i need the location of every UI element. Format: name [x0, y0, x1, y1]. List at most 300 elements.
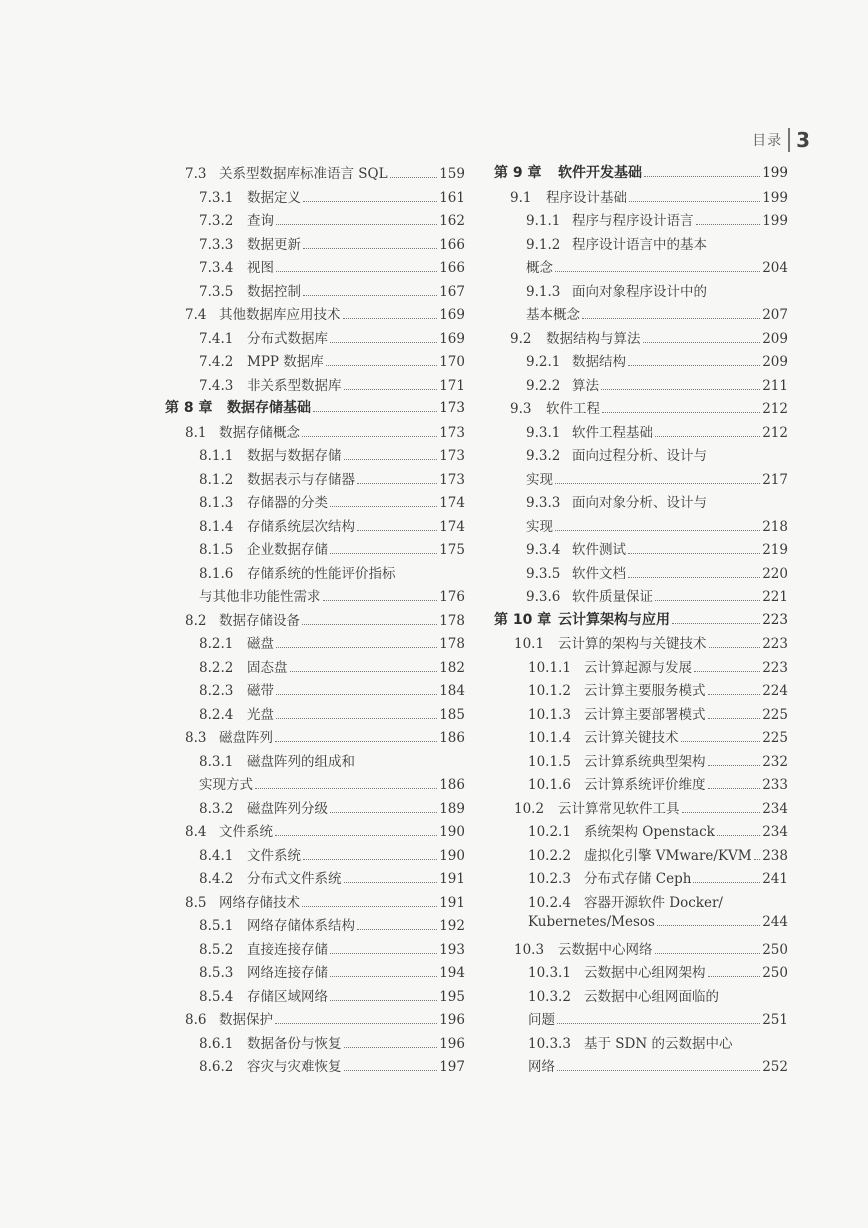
toc-entry-number: 7.4.1	[199, 330, 234, 347]
toc-page-number: 189	[439, 800, 465, 817]
toc-entry-line	[494, 1032, 788, 1056]
toc-entry-line	[494, 891, 788, 915]
toc-leader-dots	[708, 718, 761, 719]
toc-subsection-entry[interactable]	[494, 820, 788, 844]
toc-entry-title: 云计算系统典型架构	[584, 753, 706, 770]
toc-entry-title: 云数据中心组网面临的	[584, 988, 719, 1005]
toc-entry-title: 数据存储基础	[227, 400, 311, 416]
toc-entry-line	[494, 162, 788, 186]
toc-leader-dots	[302, 624, 437, 625]
toc-entry-number: 8.5.2	[199, 941, 234, 958]
toc-entry-title: MPP 数据库	[247, 354, 324, 370]
toc-section-entry[interactable]	[165, 162, 465, 186]
toc-subsection-entry[interactable]	[494, 679, 788, 703]
toc-subsection-entry[interactable]	[165, 374, 465, 398]
toc-page-number: 233	[762, 777, 788, 793]
toc-entry-line	[165, 961, 465, 985]
toc-entry-number: 10.1.5	[528, 753, 571, 770]
toc-entry-line	[494, 844, 788, 868]
toc-page-number: 195	[439, 988, 465, 1005]
toc-section-entry[interactable]	[494, 632, 788, 656]
toc-entry-title: 软件质量保证	[572, 589, 653, 605]
toc-section-entry[interactable]	[165, 820, 465, 844]
toc-entry-title: 数据定义	[247, 189, 301, 206]
toc-entry-line	[165, 421, 465, 445]
toc-page-number: 238	[762, 847, 788, 864]
toc-subsection-entry[interactable]	[494, 233, 788, 280]
toc-page-number: 175	[439, 542, 465, 558]
toc-leader-dots	[275, 741, 437, 742]
toc-subsection-entry[interactable]	[165, 280, 465, 304]
toc-leader-dots	[275, 1023, 437, 1024]
toc-entry-number: 9.2.1	[526, 354, 561, 370]
toc-entry-line	[165, 350, 465, 374]
toc-subsection-entry[interactable]	[165, 327, 465, 351]
toc-page-number: 191	[439, 894, 465, 911]
toc-page-number: 162	[439, 213, 465, 229]
toc-subsection-entry[interactable]	[494, 750, 788, 774]
toc-page-number: 166	[439, 236, 465, 253]
toc-leader-dots	[672, 623, 760, 624]
toc-page-number: 211	[762, 377, 788, 394]
toc-leader-dots	[275, 835, 437, 836]
toc-subsection-entry[interactable]	[494, 374, 788, 398]
toc-entry-line	[494, 632, 788, 656]
toc-page-number: 250	[762, 941, 788, 958]
toc-section-entry[interactable]	[494, 397, 788, 421]
toc-subsection-entry[interactable]	[165, 350, 465, 374]
toc-entry-title: 软件工程	[546, 401, 600, 417]
toc-leader-dots	[655, 600, 760, 601]
toc-subsection-entry[interactable]	[165, 1055, 465, 1079]
toc-entry-title: 固态盘	[247, 659, 288, 676]
toc-entry-line	[494, 491, 788, 515]
toc-section-entry[interactable]	[165, 421, 465, 445]
toc-page-number: 223	[762, 611, 788, 628]
toc-entry-line	[165, 538, 465, 562]
toc-entry-line	[494, 797, 788, 821]
toc-leader-dots	[330, 506, 437, 507]
toc-entry-title: 云数据中心组网架构	[584, 965, 706, 981]
toc-entry-line	[165, 186, 465, 210]
toc-entry-title-continued: 概念	[526, 260, 553, 276]
toc-page-number: 220	[762, 565, 788, 582]
toc-entry-number: 10.1	[514, 636, 545, 652]
toc-entry-number: 8.6.1	[199, 1035, 234, 1052]
toc-section-entry[interactable]	[494, 797, 788, 821]
toc-entry-title-continued: 实现	[526, 471, 553, 488]
toc-page-number: 176	[439, 589, 465, 605]
toc-entry-title: 磁盘阵列	[219, 730, 273, 746]
toc-page-number: 199	[762, 165, 788, 181]
toc-entry-title: 数据结构	[572, 354, 626, 370]
toc-entry-line	[165, 209, 465, 233]
toc-entry-title: 企业数据存储	[247, 542, 328, 558]
toc-right-column	[494, 162, 788, 1079]
toc-subsection-entry[interactable]	[494, 961, 788, 985]
toc-entry-title: 面向对象分析、设计与	[572, 495, 707, 511]
toc-subsection-entry[interactable]	[165, 656, 465, 680]
toc-subsection-entry[interactable]	[165, 961, 465, 985]
toc-subsection-entry[interactable]	[494, 350, 788, 374]
toc-entry-number: 8.1.5	[199, 542, 234, 558]
toc-entry-line-continued	[494, 1008, 788, 1032]
toc-subsection-entry[interactable]	[494, 585, 788, 609]
toc-leader-dots	[628, 577, 760, 578]
toc-entry-line	[165, 303, 465, 327]
toc-section-entry[interactable]	[165, 303, 465, 327]
toc-entry-title: 云计算系统评价维度	[584, 777, 706, 793]
toc-subsection-entry[interactable]	[165, 985, 465, 1009]
toc-subsection-entry[interactable]	[494, 491, 788, 538]
toc-entry-number: 9.1	[510, 189, 532, 206]
toc-entry-line	[494, 985, 788, 1009]
toc-entry-title: 程序与程序设计语言	[572, 213, 694, 229]
toc-subsection-entry[interactable]	[494, 1032, 788, 1079]
toc-entry-number: 7.4	[185, 307, 207, 323]
toc-entry-number: 7.3	[185, 166, 207, 182]
toc-leader-dots	[390, 177, 438, 178]
toc-entry-line-continued	[494, 256, 788, 280]
toc-leader-dots	[326, 365, 437, 366]
toc-page-number: 199	[762, 213, 788, 229]
toc-entry-title: 数据更新	[247, 236, 301, 253]
toc-page-number: 244	[762, 914, 788, 930]
toc-entry-title: 容灾与灾难恢复	[247, 1059, 342, 1075]
toc-entry-line-continued	[494, 468, 788, 492]
toc-entry-number: 10.2	[514, 800, 545, 817]
toc-leader-dots	[708, 765, 761, 766]
toc-leader-dots	[717, 835, 760, 836]
toc-leader-dots	[330, 953, 437, 954]
toc-subsection-entry[interactable]	[165, 938, 465, 962]
toc-entry-line	[165, 397, 465, 421]
toc-subsection-entry[interactable]	[494, 538, 788, 562]
toc-subsection-entry[interactable]	[165, 1032, 465, 1056]
toc-leader-dots	[682, 812, 761, 813]
toc-entry-title: 数据存储设备	[219, 612, 300, 629]
toc-entry-line	[165, 750, 465, 774]
toc-entry-number: 10.3.1	[528, 965, 571, 981]
toc-subsection-entry[interactable]	[494, 444, 788, 491]
toc-subsection-entry[interactable]	[494, 891, 788, 938]
toc-page-number: 252	[762, 1059, 788, 1075]
toc-section-entry[interactable]	[165, 1008, 465, 1032]
toc-subsection-entry[interactable]	[165, 679, 465, 703]
toc-subsection-entry[interactable]	[165, 750, 465, 797]
toc-entry-title: 非关系型数据库	[247, 377, 342, 394]
toc-entry-title: 分布式文件系统	[247, 871, 342, 887]
toc-leader-dots	[276, 271, 437, 272]
toc-leader-dots	[255, 788, 437, 789]
toc-subsection-entry[interactable]	[165, 233, 465, 257]
toc-page-number: 190	[439, 847, 465, 864]
toc-entry-number: 10.3.2	[528, 988, 571, 1005]
toc-entry-line	[494, 233, 788, 257]
toc-page-number: 178	[439, 636, 465, 652]
toc-subsection-entry[interactable]	[165, 256, 465, 280]
toc-subsection-entry[interactable]	[494, 844, 788, 868]
toc-entry-line	[165, 515, 465, 539]
toc-entry-line	[165, 632, 465, 656]
toc-entry-line-continued	[165, 585, 465, 609]
toc-entry-number: 7.3.3	[199, 236, 234, 253]
toc-page-number: 234	[762, 824, 788, 840]
toc-entry-number: 10.2.4	[528, 894, 571, 911]
toc-entry-number: 8.6	[185, 1012, 207, 1028]
toc-entry-line	[494, 938, 788, 962]
toc-page-number: 161	[439, 189, 465, 206]
toc-entry-title: 数据保护	[219, 1012, 273, 1028]
toc-leader-dots	[708, 976, 761, 977]
toc-entry-line	[494, 679, 788, 703]
toc-entry-line	[494, 656, 788, 680]
toc-subsection-entry[interactable]	[494, 867, 788, 891]
toc-subsection-entry[interactable]	[494, 773, 788, 797]
toc-leader-dots	[754, 859, 761, 860]
toc-entry-number: 9.3.5	[526, 565, 561, 582]
toc-subsection-entry[interactable]	[165, 538, 465, 562]
toc-subsection-entry[interactable]	[165, 562, 465, 609]
toc-entry-title: 网络存储体系结构	[247, 918, 355, 934]
toc-subsection-entry[interactable]	[494, 209, 788, 233]
toc-chapter-entry[interactable]	[494, 162, 788, 186]
toc-leader-dots	[303, 248, 437, 249]
toc-leader-dots	[290, 671, 438, 672]
toc-leader-dots	[628, 365, 760, 366]
toc-leader-dots	[302, 906, 437, 907]
toc-subsection-entry[interactable]	[165, 515, 465, 539]
toc-page-number: 219	[762, 542, 788, 558]
toc-page-number: 209	[762, 330, 788, 347]
toc-subsection-entry[interactable]	[165, 468, 465, 492]
toc-page-number: 173	[439, 400, 465, 416]
toc-entry-number: 8.2.3	[199, 683, 234, 699]
toc-page-number: 192	[439, 918, 465, 934]
toc-leader-dots	[696, 224, 761, 225]
toc-entry-line	[165, 797, 465, 821]
toc-entry-line	[165, 679, 465, 703]
toc-entry-title-continued: 问题	[528, 1012, 555, 1028]
toc-subsection-entry[interactable]	[165, 186, 465, 210]
toc-entry-line	[494, 538, 788, 562]
toc-entry-title: 存储区域网络	[247, 988, 328, 1005]
toc-entry-number: 10.1.2	[528, 683, 571, 699]
toc-entry-number: 8.3	[185, 730, 207, 746]
toc-subsection-entry[interactable]	[165, 209, 465, 233]
toc-entry-line	[494, 609, 788, 633]
toc-entry-number: 7.4.2	[199, 354, 234, 370]
toc-page-number: 225	[762, 730, 788, 746]
toc-page-number: 174	[439, 518, 465, 535]
toc-page-number: 169	[439, 307, 465, 323]
toc-subsection-entry[interactable]	[165, 491, 465, 515]
toc-entry-line	[165, 703, 465, 727]
toc-entry-number: 第 9 章	[494, 165, 542, 181]
toc-leader-dots	[628, 553, 760, 554]
toc-section-entry[interactable]	[494, 327, 788, 351]
toc-entry-title-continued: Kubernetes/Mesos	[528, 914, 655, 930]
toc-page-number: 217	[762, 471, 788, 488]
toc-entry-number: 8.2.2	[199, 659, 234, 676]
toc-entry-number: 8.2.4	[199, 706, 234, 723]
toc-entry-title: 存储器的分类	[247, 495, 328, 511]
toc-entry-line	[494, 773, 788, 797]
toc-page-number: 173	[439, 424, 465, 441]
toc-page-number: 185	[439, 706, 465, 723]
toc-leader-dots	[601, 389, 760, 390]
toc-leader-dots	[313, 411, 437, 412]
toc-entry-title: 云计算起源与发展	[584, 659, 692, 676]
toc-entry-line	[165, 914, 465, 938]
toc-entry-number: 8.1.6	[199, 565, 234, 582]
toc-entry-title-continued: 与其他非功能性需求	[199, 589, 321, 605]
toc-entry-number: 7.3.1	[199, 189, 234, 206]
toc-entry-line	[494, 750, 788, 774]
toc-entry-number: 10.1.6	[528, 777, 571, 793]
toc-entry-title: 云计算主要服务模式	[584, 683, 706, 699]
header-page-number: 3	[796, 128, 810, 152]
toc-leader-dots	[330, 342, 437, 343]
toc-page-number: 182	[439, 659, 465, 676]
toc-leader-dots	[344, 882, 438, 883]
toc-leader-dots	[330, 976, 437, 977]
toc-entry-line-continued	[494, 515, 788, 539]
toc-entry-number: 9.2	[510, 330, 532, 347]
toc-entry-title: 网络存储技术	[219, 894, 300, 911]
toc-entry-line	[165, 327, 465, 351]
toc-subsection-entry[interactable]	[494, 703, 788, 727]
toc-entry-line-continued	[165, 773, 465, 797]
toc-entry-line	[494, 421, 788, 445]
toc-page-number: 196	[439, 1012, 465, 1028]
toc-subsection-entry[interactable]	[165, 844, 465, 868]
toc-entry-title: 软件工程基础	[572, 424, 653, 441]
toc-section-entry[interactable]	[494, 186, 788, 210]
toc-leader-dots	[276, 718, 437, 719]
toc-leader-dots	[357, 530, 437, 531]
toc-leader-dots	[330, 1000, 437, 1001]
toc-leader-dots	[302, 436, 437, 437]
toc-leader-dots	[344, 1070, 438, 1071]
toc-entry-title: 存储系统层次结构	[247, 518, 355, 535]
toc-leader-dots	[557, 1070, 760, 1071]
toc-entry-number: 9.2.2	[526, 377, 561, 394]
toc-subsection-entry[interactable]	[494, 421, 788, 445]
toc-entry-line	[494, 186, 788, 210]
toc-page-number: 232	[762, 753, 788, 770]
toc-section-entry[interactable]	[165, 609, 465, 633]
toc-entry-line	[494, 820, 788, 844]
toc-section-entry[interactable]	[165, 891, 465, 915]
toc-subsection-entry[interactable]	[165, 914, 465, 938]
toc-entry-line	[165, 1055, 465, 1079]
toc-leader-dots	[330, 553, 437, 554]
toc-entry-title: 软件文档	[572, 565, 626, 582]
toc-page-number: 196	[439, 1035, 465, 1052]
toc-subsection-entry[interactable]	[494, 985, 788, 1032]
toc-subsection-entry[interactable]	[165, 444, 465, 468]
toc-entry-line	[165, 938, 465, 962]
toc-entry-line	[165, 726, 465, 750]
toc-entry-line	[165, 985, 465, 1009]
toc-entry-number: 8.5.1	[199, 918, 234, 934]
toc-subsection-entry[interactable]	[494, 280, 788, 327]
toc-entry-number: 8.5	[185, 894, 207, 911]
toc-entry-number: 8.1.1	[199, 448, 234, 464]
toc-entry-title: 云数据中心网络	[558, 941, 653, 958]
toc-leader-dots	[657, 925, 760, 926]
toc-entry-line-continued	[494, 914, 788, 938]
toc-entry-number: 10.1.3	[528, 706, 571, 723]
toc-leader-dots	[644, 176, 760, 177]
toc-chapter-entry[interactable]	[165, 397, 465, 421]
toc-subsection-entry[interactable]	[165, 867, 465, 891]
toc-entry-title: 云计算主要部署模式	[584, 706, 706, 723]
toc-entry-line	[494, 397, 788, 421]
toc-entry-title: 查询	[247, 213, 274, 229]
toc-entry-title-continued: 实现	[526, 518, 553, 535]
toc-entry-line	[494, 280, 788, 304]
toc-entry-number: 第 8 章	[165, 400, 213, 416]
toc-page-number: 169	[439, 330, 465, 347]
toc-entry-title: 容器开源软件 Docker/	[584, 894, 723, 911]
toc-entry-line	[165, 844, 465, 868]
toc-entry-number: 8.3.1	[199, 753, 234, 770]
toc-page-number: 251	[762, 1012, 788, 1028]
toc-entry-line	[165, 280, 465, 304]
toc-entry-number: 10.2.3	[528, 871, 571, 887]
toc-subsection-entry[interactable]	[165, 797, 465, 821]
toc-entry-title: 程序设计语言中的基本	[572, 236, 707, 253]
toc-subsection-entry[interactable]	[165, 703, 465, 727]
toc-leader-dots	[681, 741, 761, 742]
toc-section-entry[interactable]	[165, 726, 465, 750]
toc-subsection-entry[interactable]	[494, 726, 788, 750]
toc-leader-dots	[303, 201, 437, 202]
toc-entry-number: 7.3.4	[199, 260, 234, 276]
toc-entry-number: 第 10 章	[494, 611, 552, 628]
toc-entry-number: 8.2	[185, 612, 207, 629]
toc-page-number: 191	[439, 871, 465, 887]
toc-entry-title: 其他数据库应用技术	[219, 307, 341, 323]
toc-section-entry[interactable]	[494, 938, 788, 962]
toc-page-number: 186	[439, 730, 465, 746]
toc-subsection-entry[interactable]	[165, 632, 465, 656]
toc-entry-title: 云计算架构与应用	[558, 611, 670, 628]
toc-leader-dots	[709, 647, 761, 648]
toc-entry-line	[494, 209, 788, 233]
toc-leader-dots	[276, 694, 437, 695]
toc-entry-line	[494, 327, 788, 351]
toc-subsection-entry[interactable]	[494, 562, 788, 586]
toc-entry-line	[165, 256, 465, 280]
toc-entry-number: 10.1.1	[528, 659, 571, 676]
toc-entry-line	[165, 1008, 465, 1032]
toc-entry-title: 分布式存储 Ceph	[584, 871, 692, 887]
toc-entry-title: 基于 SDN 的云数据中心	[584, 1035, 733, 1052]
toc-subsection-entry[interactable]	[494, 656, 788, 680]
toc-entry-title: 光盘	[247, 706, 274, 723]
toc-page-number: 190	[439, 824, 465, 840]
toc-entry-title: 直接连接存储	[247, 941, 328, 958]
toc-entry-title: 数据备份与恢复	[247, 1035, 342, 1052]
toc-page-number: 197	[439, 1059, 465, 1075]
toc-entry-number: 9.3.2	[526, 448, 561, 464]
toc-chapter-entry[interactable]	[494, 609, 788, 633]
toc-page-number: 178	[439, 612, 465, 629]
toc-entry-line	[494, 350, 788, 374]
